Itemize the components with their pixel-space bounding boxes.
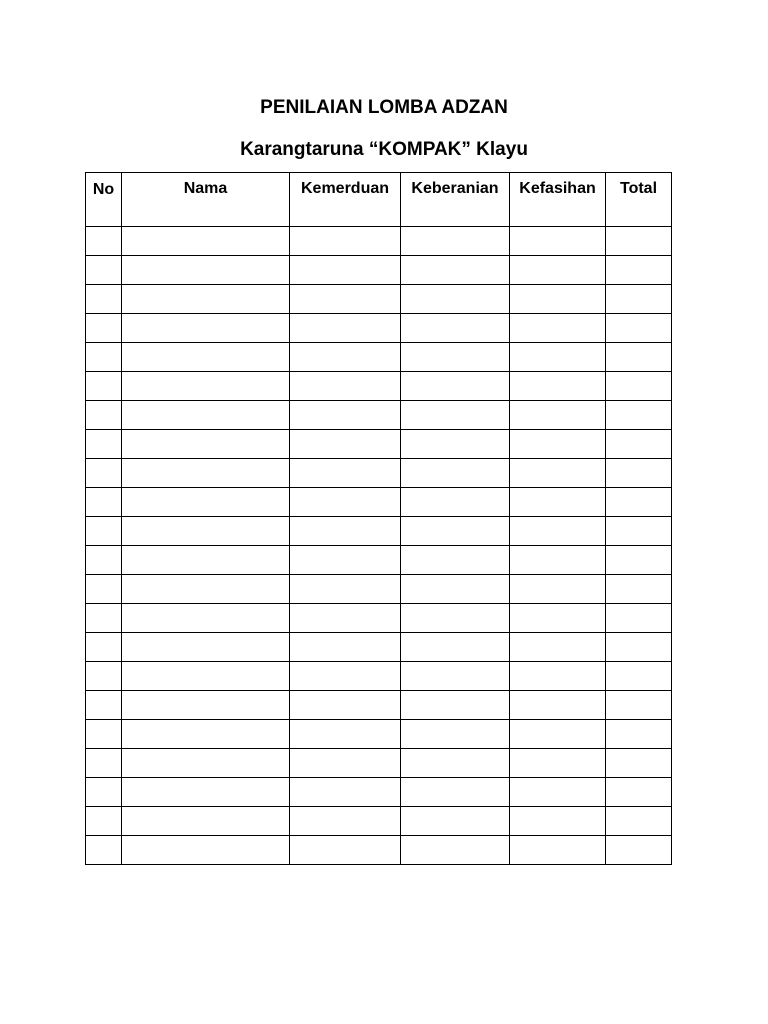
table-row xyxy=(86,227,672,256)
cell-kemerduan xyxy=(290,430,401,459)
table-row xyxy=(86,691,672,720)
cell-kefasihan xyxy=(510,807,606,836)
cell-name xyxy=(122,662,290,691)
cell-keberanian xyxy=(401,256,510,285)
cell-no xyxy=(86,314,122,343)
cell-kefasihan xyxy=(510,401,606,430)
cell-name xyxy=(122,836,290,865)
cell-keberanian xyxy=(401,778,510,807)
cell-keberanian xyxy=(401,488,510,517)
cell-keberanian xyxy=(401,285,510,314)
cell-keberanian xyxy=(401,430,510,459)
cell-kemerduan xyxy=(290,662,401,691)
cell-keberanian xyxy=(401,633,510,662)
cell-name xyxy=(122,691,290,720)
cell-total xyxy=(606,575,672,604)
cell-name xyxy=(122,401,290,430)
cell-no xyxy=(86,546,122,575)
cell-no xyxy=(86,372,122,401)
cell-kemerduan xyxy=(290,604,401,633)
cell-no xyxy=(86,430,122,459)
cell-name xyxy=(122,372,290,401)
cell-no xyxy=(86,662,122,691)
table-row xyxy=(86,401,672,430)
header-kemerduan: Kemerduan xyxy=(290,173,401,227)
cell-name xyxy=(122,720,290,749)
cell-name xyxy=(122,227,290,256)
cell-kemerduan xyxy=(290,285,401,314)
table-row xyxy=(86,372,672,401)
cell-kemerduan xyxy=(290,256,401,285)
table-row xyxy=(86,749,672,778)
table-row xyxy=(86,662,672,691)
cell-total xyxy=(606,546,672,575)
table-row xyxy=(86,256,672,285)
cell-name xyxy=(122,546,290,575)
score-table xyxy=(85,172,672,865)
cell-name xyxy=(122,430,290,459)
cell-no xyxy=(86,778,122,807)
cell-kemerduan xyxy=(290,459,401,488)
cell-kemerduan xyxy=(290,401,401,430)
cell-kemerduan xyxy=(290,488,401,517)
cell-kemerduan xyxy=(290,691,401,720)
table-row xyxy=(86,633,672,662)
cell-no xyxy=(86,227,122,256)
cell-keberanian xyxy=(401,546,510,575)
cell-name xyxy=(122,807,290,836)
cell-kemerduan xyxy=(290,749,401,778)
table-header-row xyxy=(86,173,672,227)
cell-name xyxy=(122,749,290,778)
cell-keberanian xyxy=(401,720,510,749)
cell-total xyxy=(606,807,672,836)
cell-total xyxy=(606,691,672,720)
cell-kefasihan xyxy=(510,314,606,343)
cell-total xyxy=(606,633,672,662)
table-row xyxy=(86,488,672,517)
cell-name xyxy=(122,314,290,343)
cell-total xyxy=(606,836,672,865)
cell-total xyxy=(606,430,672,459)
table-row xyxy=(86,546,672,575)
cell-total xyxy=(606,285,672,314)
cell-keberanian xyxy=(401,662,510,691)
table-row xyxy=(86,430,672,459)
cell-kefasihan xyxy=(510,662,606,691)
cell-kemerduan xyxy=(290,836,401,865)
cell-kemerduan xyxy=(290,343,401,372)
cell-total xyxy=(606,459,672,488)
cell-kefasihan xyxy=(510,285,606,314)
cell-kefasihan xyxy=(510,720,606,749)
cell-name xyxy=(122,575,290,604)
cell-total xyxy=(606,343,672,372)
header-no: No xyxy=(86,173,122,227)
table-row xyxy=(86,836,672,865)
cell-name xyxy=(122,459,290,488)
cell-no xyxy=(86,575,122,604)
cell-no xyxy=(86,691,122,720)
cell-no xyxy=(86,807,122,836)
cell-total xyxy=(606,372,672,401)
cell-kemerduan xyxy=(290,720,401,749)
cell-total xyxy=(606,401,672,430)
table-row xyxy=(86,778,672,807)
cell-total xyxy=(606,604,672,633)
cell-total xyxy=(606,749,672,778)
cell-name xyxy=(122,604,290,633)
cell-keberanian xyxy=(401,575,510,604)
cell-name xyxy=(122,256,290,285)
cell-no xyxy=(86,749,122,778)
cell-kemerduan xyxy=(290,778,401,807)
cell-no xyxy=(86,459,122,488)
table-row xyxy=(86,459,672,488)
cell-kefasihan xyxy=(510,778,606,807)
cell-no xyxy=(86,488,122,517)
cell-kefasihan xyxy=(510,227,606,256)
cell-kemerduan xyxy=(290,633,401,662)
table-row xyxy=(86,575,672,604)
cell-keberanian xyxy=(401,372,510,401)
cell-keberanian xyxy=(401,343,510,372)
cell-kemerduan xyxy=(290,372,401,401)
cell-keberanian xyxy=(401,401,510,430)
cell-kefasihan xyxy=(510,343,606,372)
cell-keberanian xyxy=(401,604,510,633)
cell-name xyxy=(122,778,290,807)
header-total: Total xyxy=(606,173,672,227)
cell-total xyxy=(606,314,672,343)
cell-kefasihan xyxy=(510,546,606,575)
table-row xyxy=(86,285,672,314)
cell-keberanian xyxy=(401,227,510,256)
cell-total xyxy=(606,517,672,546)
cell-no xyxy=(86,633,122,662)
cell-kemerduan xyxy=(290,227,401,256)
cell-total xyxy=(606,227,672,256)
cell-kefasihan xyxy=(510,488,606,517)
cell-kemerduan xyxy=(290,575,401,604)
cell-no xyxy=(86,720,122,749)
document-title: PENILAIAN LOMBA ADZAN xyxy=(260,97,508,118)
cell-name xyxy=(122,488,290,517)
cell-kefasihan xyxy=(510,430,606,459)
cell-total xyxy=(606,778,672,807)
cell-keberanian xyxy=(401,749,510,778)
header-name: Nama xyxy=(122,173,290,227)
document-subtitle: Karangtaruna “KOMPAK” Klayu xyxy=(240,139,528,160)
cell-total xyxy=(606,662,672,691)
header-keberanian: Keberanian xyxy=(401,173,510,227)
cell-kemerduan xyxy=(290,807,401,836)
cell-kemerduan xyxy=(290,517,401,546)
cell-kefasihan xyxy=(510,604,606,633)
cell-keberanian xyxy=(401,691,510,720)
header-kefasihan: Kefasihan xyxy=(510,173,606,227)
cell-kefasihan xyxy=(510,256,606,285)
cell-kefasihan xyxy=(510,633,606,662)
cell-no xyxy=(86,604,122,633)
cell-kemerduan xyxy=(290,546,401,575)
cell-keberanian xyxy=(401,517,510,546)
table-row xyxy=(86,604,672,633)
cell-no xyxy=(86,401,122,430)
cell-total xyxy=(606,256,672,285)
cell-kefasihan xyxy=(510,749,606,778)
cell-kefasihan xyxy=(510,372,606,401)
table-row xyxy=(86,720,672,749)
table-row xyxy=(86,343,672,372)
table-body xyxy=(86,227,672,865)
cell-keberanian xyxy=(401,314,510,343)
cell-no xyxy=(86,836,122,865)
cell-keberanian xyxy=(401,836,510,865)
cell-kefasihan xyxy=(510,459,606,488)
cell-kefasihan xyxy=(510,517,606,546)
cell-keberanian xyxy=(401,459,510,488)
table-row xyxy=(86,517,672,546)
table-row xyxy=(86,314,672,343)
cell-no xyxy=(86,285,122,314)
cell-no xyxy=(86,343,122,372)
cell-no xyxy=(86,256,122,285)
cell-no xyxy=(86,517,122,546)
cell-total xyxy=(606,720,672,749)
cell-name xyxy=(122,285,290,314)
cell-kefasihan xyxy=(510,691,606,720)
cell-kefasihan xyxy=(510,836,606,865)
cell-total xyxy=(606,488,672,517)
cell-name xyxy=(122,517,290,546)
cell-name xyxy=(122,633,290,662)
cell-keberanian xyxy=(401,807,510,836)
table-row xyxy=(86,807,672,836)
cell-kefasihan xyxy=(510,575,606,604)
cell-kemerduan xyxy=(290,314,401,343)
cell-name xyxy=(122,343,290,372)
